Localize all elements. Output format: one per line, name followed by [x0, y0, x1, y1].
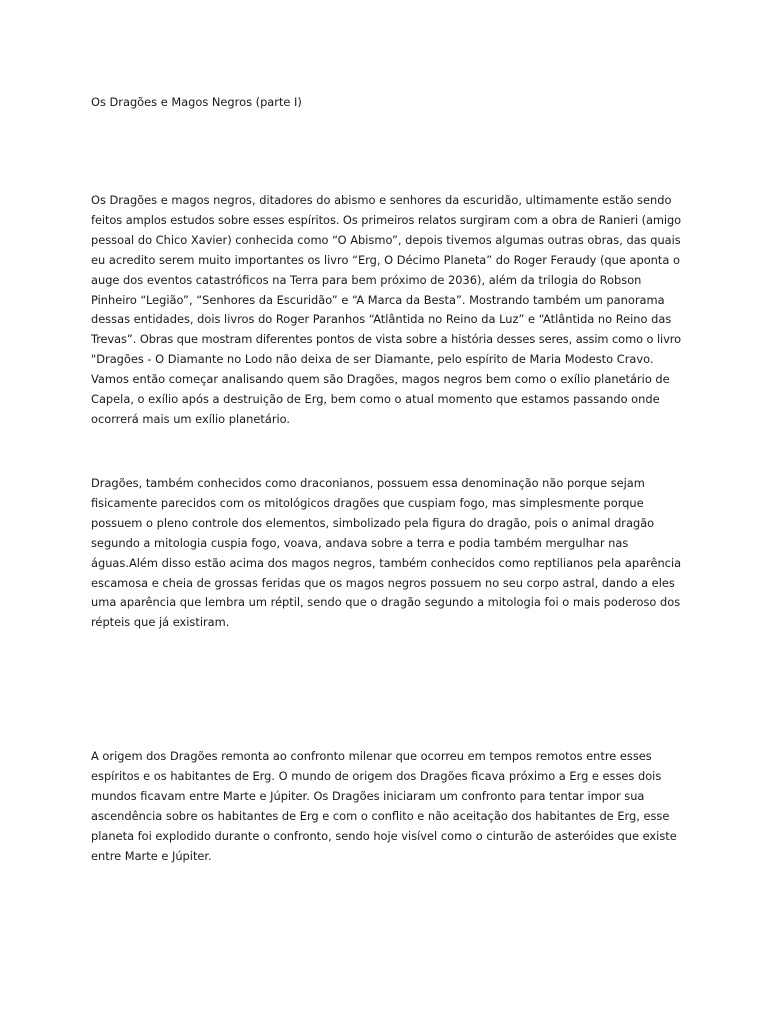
text-line: entre Marte e Júpiter.	[91, 848, 212, 863]
text-line: Dragões, também conhecidos como draconianos, possuem essa denominação não porque sejam	[91, 476, 645, 490]
paragraph-3	[91, 747, 681, 866]
document-title: Os Dragões e Magos Negros (parte I)	[91, 95, 302, 109]
text-line: Capela, o exílio após a destruição de Erg, bem como o atual momento que estamos passando onde	[91, 392, 660, 407]
text-line: Pinheiro “Legião”, “Senhores da Escuridão” e “A Marca da Besta”. Mostrando também um panorama	[91, 292, 665, 307]
text-line: Vamos então começar analisando quem são Dragões, magos negros bem como o exílio planetário de	[91, 372, 670, 387]
text-line: ocorrerá mais um exílio planetário.	[91, 411, 291, 426]
text-line: auge dos eventos catastróficos na Terra para bem próximo de 2036), além da trilogia do Robson	[91, 272, 642, 287]
text-line: pessoal do Chico Xavier) conhecida como “O Abismo”, depois tivemos algumas outras obras, das quais	[91, 232, 681, 247]
text-line: A origem dos Dragões remonta ao confronto milenar que ocorreu em tempos remotos entre esses	[91, 749, 652, 763]
text-line: escamosa e cheia de grossas feridas que os magos negros possuem no seu corpo astral, dando a eles	[91, 575, 675, 590]
text-line: mundos ficavam entre Marte e Júpiter. Os Dragões iniciaram um confronto para tentar impor sua	[91, 788, 645, 803]
paragraph-1	[91, 191, 681, 430]
text-line: ascendência sobre os habitantes de Erg e com o conflito e não aceitação dos habitantes de Erg, esse	[91, 808, 670, 823]
paragraph-2	[91, 474, 681, 633]
text-line: segundo a mitologia cuspia fogo, voava, andava sobre a terra e podia também mergulhar nas	[91, 535, 629, 550]
text-line: répteis que já existiram.	[91, 615, 230, 630]
text-line: Trevas”. Obras que mostram diferentes pontos de vista sobre a história desses seres, assim como o livro	[91, 332, 682, 347]
text-line: uma aparência que lembra um réptil, sendo que o dragão segundo a mitologia foi o mais poderoso dos	[91, 595, 681, 610]
text-line: possuem o pleno controle dos elementos, simbolizado pela figura do dragão, pois o animal dragão	[91, 515, 655, 530]
text-line: dessas entidades, dois livros do Roger Paranhos “Atlântida no Reino da Luz” e “Atlântida no Reino das	[91, 312, 672, 327]
text-line: "Dragões - O Diamante no Lodo não deixa de ser Diamante, pelo espírito de Maria Modesto Cravo.	[91, 352, 654, 367]
text-line: espíritos e os habitantes de Erg. O mundo de origem dos Dragões ficava próximo a Erg e esses dois	[91, 768, 662, 783]
text-line: planeta foi explodido durante o confronto, sendo hoje visível como o cinturão de asteróides que existe	[91, 828, 677, 843]
text-line: feitos amplos estudos sobre esses espíritos. Os primeiros relatos surgiram com a obra de Ranieri (amigo	[91, 212, 682, 227]
text-line: eu acredito serem muito importantes os livro “Erg, O Décimo Planeta” do Roger Feraudy (que aponta o	[91, 252, 680, 267]
text-line: águas.Além disso estão acima dos magos negros, também conhecidos como reptilianos pela aparência	[91, 555, 682, 570]
text-line: Os Dragões e magos negros, ditadores do abismo e senhores da escuridão, ultimamente estão sendo	[91, 193, 672, 207]
text-line: fisicamente parecidos com os mitológicos dragões que cuspiam fogo, mas simplesmente porque	[91, 495, 644, 510]
